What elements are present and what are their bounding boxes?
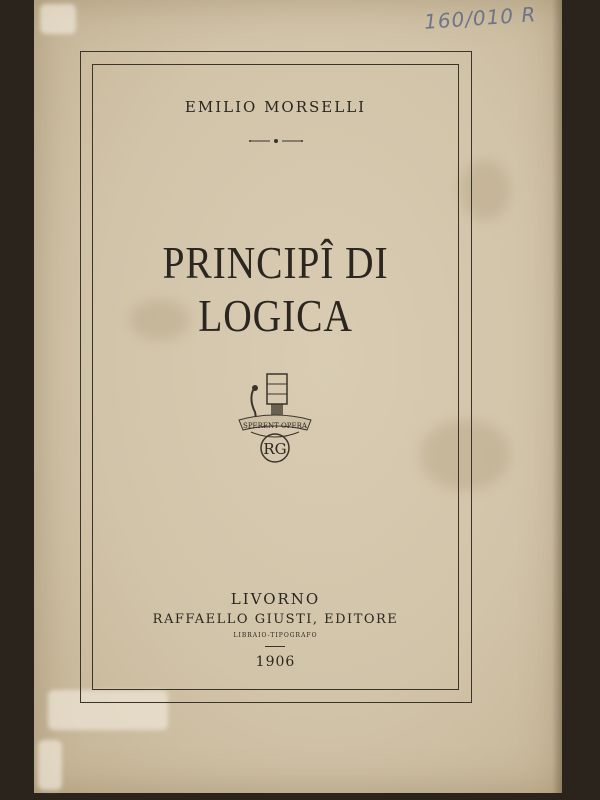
author-name: EMILIO MORSELLI: [184, 98, 367, 116]
imprint-city: LIVORNO: [230, 590, 321, 608]
worn-corner: [40, 4, 76, 34]
printer-mark-motto: SPERENT OPERA: [243, 422, 307, 430]
book-title: PRINCIPÎ DI LOGICA: [162, 237, 389, 341]
imprint-rule: [265, 646, 285, 647]
ornament-divider: [248, 137, 304, 145]
printer-mark-monogram: RG: [263, 440, 287, 458]
worn-edge: [38, 740, 62, 790]
page-edge-shadow: [552, 0, 562, 793]
pencil-catalog-note: 160/010 R: [422, 2, 537, 34]
imprint-year: 1906: [255, 654, 296, 670]
printer-mark-emblem: [233, 370, 317, 466]
imprint-publisher: RAFFAELLO GIUSTI, EDITORE: [152, 612, 399, 627]
imprint-publisher-subtitle: LIBRAIO-TIPOGRAFO: [233, 632, 318, 639]
